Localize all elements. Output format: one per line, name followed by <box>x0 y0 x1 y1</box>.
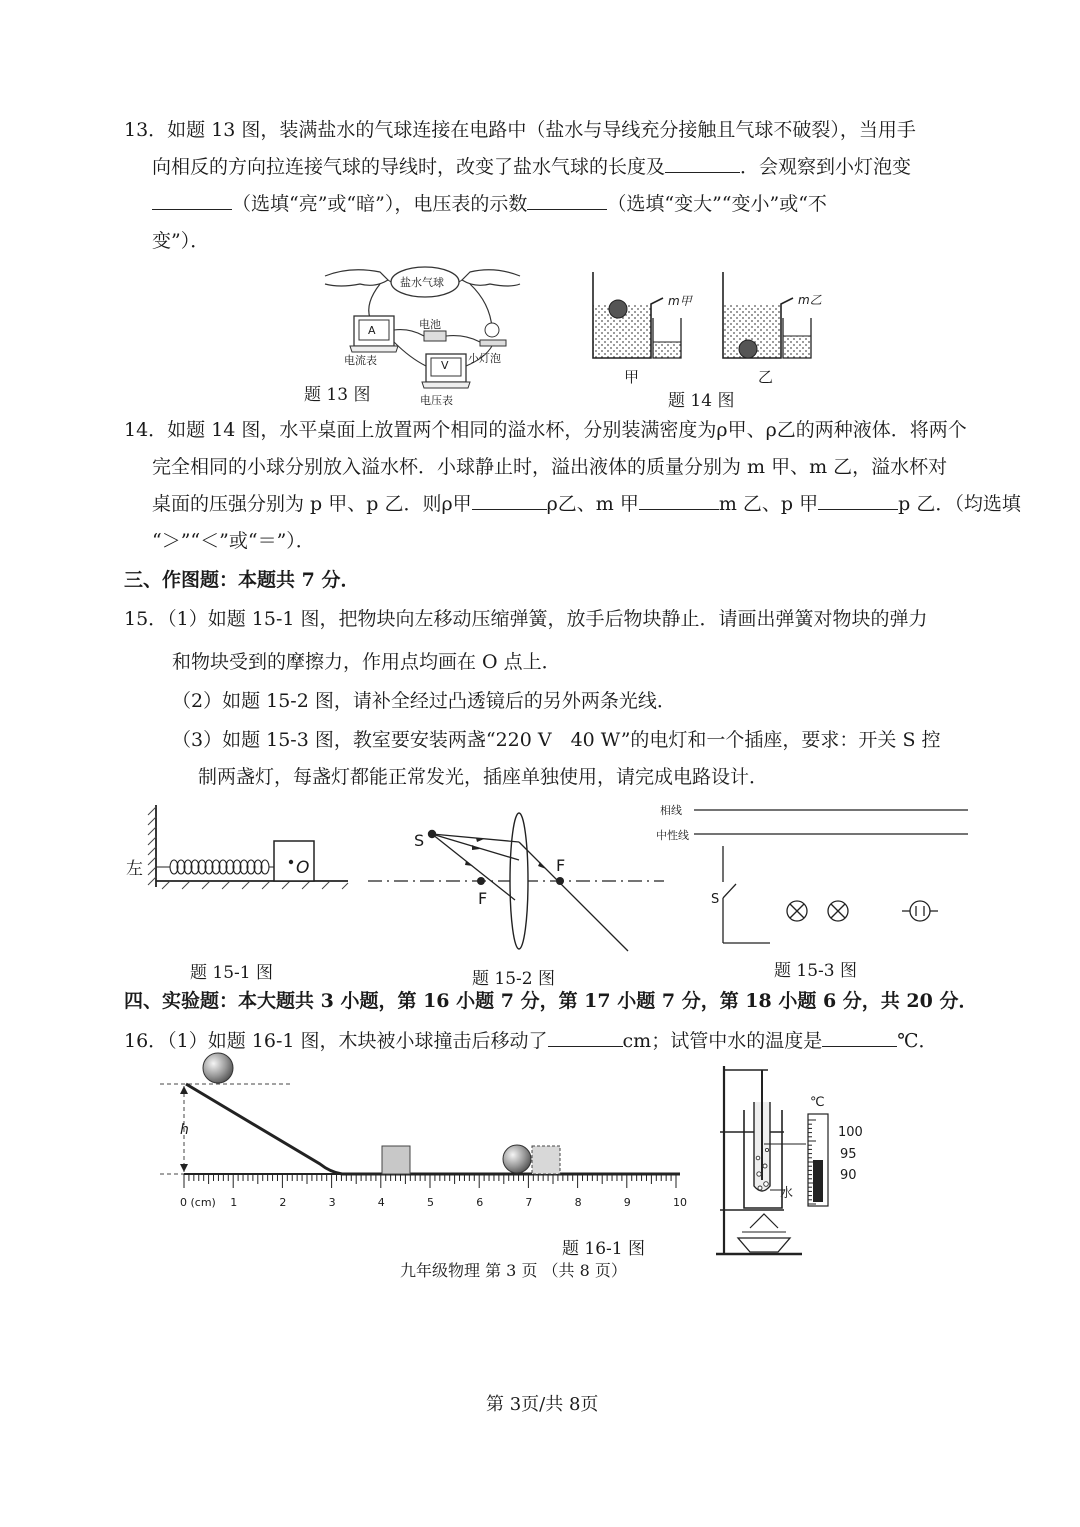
fig13-voltmeter-symbol: V <box>441 359 449 372</box>
figure-14-overflow-cups <box>585 268 815 368</box>
fig15-2-label-s: S <box>414 831 425 850</box>
fig15-1-caption: 题 15-1 图 <box>190 963 273 983</box>
ruler-tick-label: 9 <box>623 1196 631 1209</box>
ruler-tick-label: 1 <box>230 1196 238 1209</box>
ruler-tick-label: 10 <box>673 1196 687 1209</box>
answer-blank[interactable] <box>527 187 607 210</box>
q13-line1: 13．如题 13 图，装满盐水的气球连接在电路中（盐水与导线充分接触且气球不破裂），当用手 <box>124 119 916 141</box>
section-3-heading: 三、作图题：本题共 7 分． <box>124 569 360 591</box>
fig16-water-label: 水 <box>780 1186 794 1201</box>
ruler-tick-label: 6 <box>476 1196 484 1209</box>
q14-line1: 14．如题 14 图，水平桌面上放置两个相同的溢水杯，分别装满密度为ρ甲、ρ乙的两种液体．将两个 <box>124 419 967 441</box>
fig13-ammeter-symbol: A <box>368 324 376 337</box>
figure-16-1-ramp-ruler <box>160 1048 690 1218</box>
answer-blank[interactable] <box>548 1024 623 1047</box>
q13-line3 <box>152 186 827 223</box>
answer-blank[interactable] <box>152 187 232 210</box>
q14-line2: 完全相同的小球分别放入溢水杯．小球静止时，溢出液体的质量分别为 m 甲、m 乙，溢水杯对 <box>152 456 948 478</box>
figure-15-2-convex-lens <box>368 810 668 958</box>
answer-blank[interactable] <box>818 487 898 510</box>
q13-line4: 变”）． <box>152 230 210 252</box>
fig15-3-switch-label: S <box>711 892 720 907</box>
fig14-label-jia: 甲 <box>624 368 640 386</box>
q16-line1-text-c: ℃． <box>897 1030 938 1052</box>
fig15-1-left-label: 左 <box>126 859 143 879</box>
fig13-battery-label: 电池 <box>419 318 441 331</box>
fig16-h-label: h <box>180 1122 189 1138</box>
fig13-balloon-label: 盐水气球 <box>400 276 444 289</box>
q15-line4: （3）如题 15-3 图，教室要安装两盏“220 V 40 W”的电灯和一个插座，要求：开关 S 控 <box>172 729 941 751</box>
q13-line2-text-a: 向相反的方向拉连接气球的导线时，改变了盐水气球的长度及 <box>152 156 666 178</box>
q14-line3-text-b: ρ乙、m 甲 <box>546 493 639 515</box>
fig15-2-label-f-right: F <box>556 856 566 875</box>
fig13-caption: 题 13 图 <box>304 385 371 405</box>
q14-line3 <box>152 486 1021 523</box>
fig14-m-jia: m甲 <box>668 294 692 308</box>
fig16-thermo-unit: ℃ <box>810 1095 825 1110</box>
fig14-m-yi: m乙 <box>798 293 822 307</box>
answer-blank[interactable] <box>639 487 719 510</box>
q15-line3: （2）如题 15-2 图，请补全经过凸透镜后的另外两条光线． <box>172 690 676 712</box>
figure-16-1-heating-apparatus <box>712 1062 892 1262</box>
section-4-heading: 四、实验题：本大题共 3 小题，第 16 小题 7 分，第 17 小题 7 分，第 18 小题 6 分，共 20 分． <box>124 990 978 1012</box>
fig15-3-caption: 题 15-3 图 <box>774 961 857 981</box>
page-footer-outer: 第 3页/共 8页 <box>486 1394 599 1415</box>
q15-line1: 15．（1）如题 15-1 图，把物块向左移动压缩弹簧，放手后物块静止．请画出弹簧对物块的弹力 <box>124 608 928 630</box>
ruler-tick-label: 4 <box>377 1196 385 1209</box>
fig16-caption: 题 16-1 图 <box>562 1239 645 1259</box>
ruler-ticks <box>184 1174 676 1188</box>
answer-blank[interactable] <box>822 1024 897 1047</box>
fig15-3-neutral-label: 中性线 <box>656 829 689 842</box>
fig16-ruler-unit: 0 (cm) <box>180 1196 216 1209</box>
ruler-tick-label: 7 <box>525 1196 533 1209</box>
q14-line4: “＞”“＜”或“＝”）． <box>152 530 315 552</box>
q16-line1-text-a: 16．（1）如题 16-1 图，木块被小球撞击后移动了 <box>124 1030 548 1052</box>
q14-line3-text-a: 桌面的压强分别为 p 甲、p 乙．则ρ甲 <box>152 493 472 515</box>
fig15-2-caption: 题 15-2 图 <box>472 969 555 989</box>
ruler-tick-label: 8 <box>574 1196 582 1209</box>
ruler-tick-label: 3 <box>328 1196 336 1209</box>
fig15-1-point-o: O <box>296 858 310 878</box>
q15-line2: 和物块受到的摩擦力，作用点均画在 O 点上． <box>172 651 561 673</box>
page-footer-inner: 九年级物理 第 3 页 （共 8 页） <box>400 1261 627 1280</box>
fig13-bulb-label: 小灯泡 <box>468 352 501 365</box>
fig15-3-live-label: 相线 <box>660 804 682 817</box>
figure-15-1-spring-block <box>148 805 353 895</box>
fig14-caption: 题 14 图 <box>668 391 735 411</box>
fig13-ammeter-label: 电流表 <box>344 354 377 367</box>
q13-line2-text-b: ．会观察到小灯泡变 <box>740 156 912 178</box>
fig16-thermo-90: 90 <box>840 1168 857 1183</box>
fig13-voltmeter-label: 电压表 <box>420 394 453 407</box>
fig15-2-label-f-left: F <box>478 889 488 908</box>
ruler-tick-label: 5 <box>427 1196 434 1209</box>
q15-line5: 制两盏灯，每盏灯都能正常发光，插座单独使用，请完成电路设计． <box>198 766 769 788</box>
q16-line1-text-b: cm；试管中水的温度是 <box>622 1030 823 1052</box>
fig14-label-yi: 乙 <box>758 368 774 386</box>
q14-line3-text-d: p 乙．（均选填 <box>898 493 1021 515</box>
q14-line3-text-c: m 乙、p 甲 <box>718 493 819 515</box>
q13-line3-text-b: （选填“变大”“变小”或“不 <box>607 193 827 215</box>
q13-line2 <box>152 149 911 186</box>
answer-blank[interactable] <box>665 150 740 173</box>
fig16-thermo-100: 100 <box>838 1125 863 1140</box>
figure-15-3-household-circuit <box>690 800 980 950</box>
fig16-thermo-95: 95 <box>840 1147 857 1162</box>
q13-line3-text-a: （选填“亮”或“暗”），电压表的示数 <box>232 193 528 215</box>
ruler-tick-label: 2 <box>279 1196 287 1209</box>
answer-blank[interactable] <box>472 487 547 510</box>
